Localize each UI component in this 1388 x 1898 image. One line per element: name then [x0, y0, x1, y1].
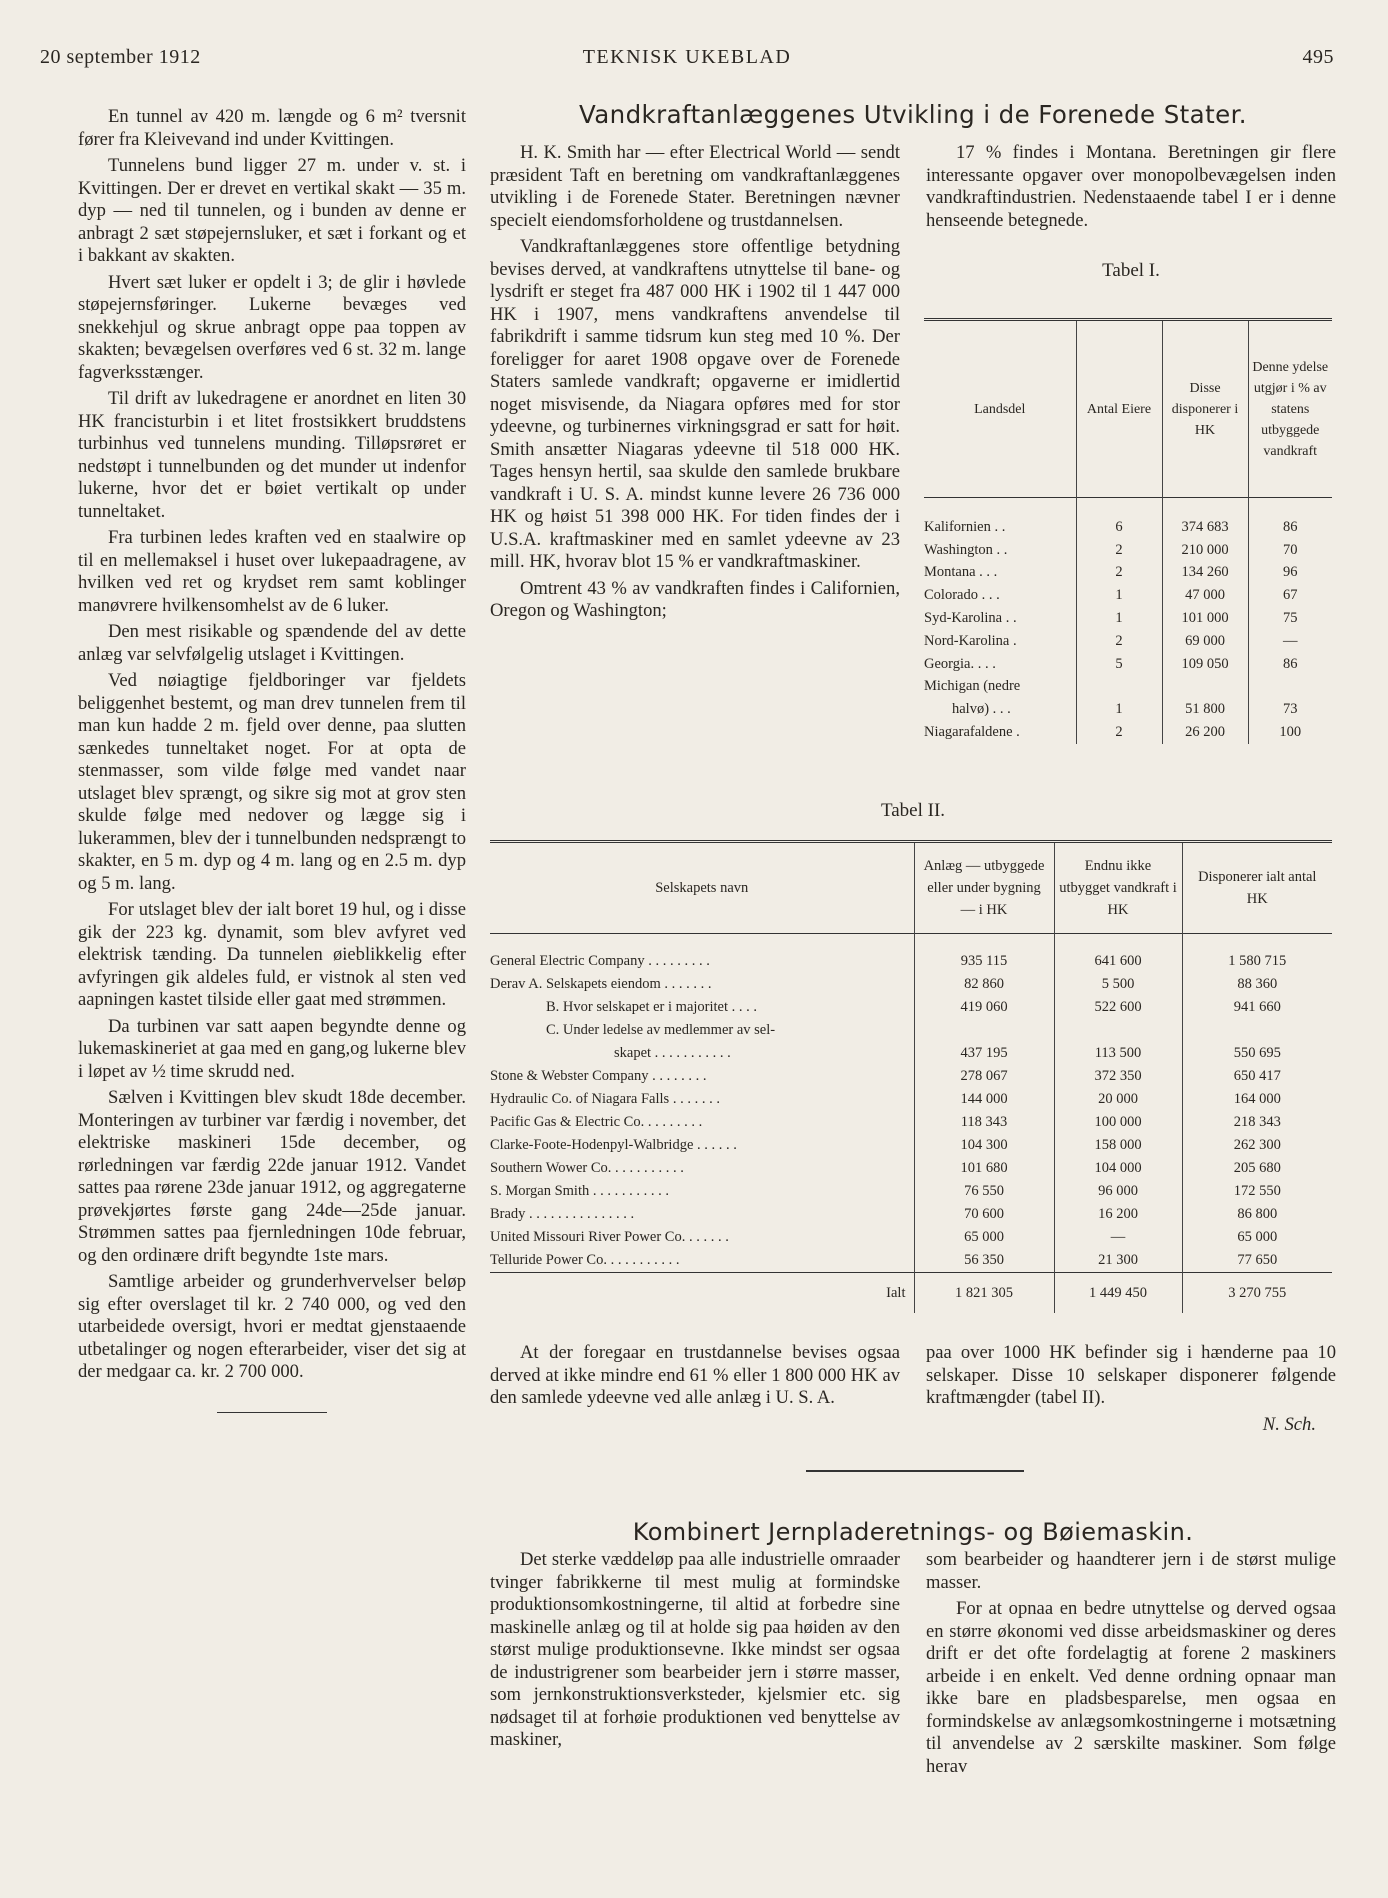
- cell: B. Hvor selskapet er i majoritet . . . .: [546, 999, 758, 1015]
- cell: Derav A. Selskapets eiendom . . . . . . .: [490, 976, 712, 992]
- paragraph: Da turbinen var satt aapen begyndte denne og lukemaskineriet at gaa med en gang,og lukerne blev i løpet av ½ time skrudd ned.: [78, 1015, 466, 1082]
- column-header: Disponerer ialt antal HK: [1182, 842, 1332, 934]
- cell: [914, 1019, 1054, 1042]
- cell: 86 800: [1182, 1203, 1332, 1226]
- cell: 100: [1248, 721, 1332, 744]
- cell: 2: [1076, 562, 1162, 585]
- table-row: [490, 1203, 1332, 1226]
- column-header: Anlæg — utbyggede eller under bygning — i HK: [914, 842, 1054, 934]
- paragraph: Tunnelens bund ligger 27 m. under v. st. i Kvittingen. Der er drevet en vertikal skakt — 35 m. dyp — ned til tunnelen, og i bunden av denne er anbragt 2 sæt støpejernsluker, et sæt i forkant og et i bakkant av skakten.: [78, 155, 466, 266]
- cell: 6: [1076, 498, 1162, 539]
- paragraph: Den mest risikable og spændende del av dette anlæg var selvfølgelig utslaget i Kvittingen.: [78, 621, 466, 665]
- cell: 100 000: [1054, 1111, 1182, 1134]
- table-row: [490, 1226, 1332, 1249]
- cell: 96 000: [1054, 1180, 1182, 1203]
- cell: 262 300: [1182, 1134, 1332, 1157]
- paragraph: som bearbeider og haandterer jern i de størst mulige masser.: [926, 1549, 1336, 1593]
- cell: 164 000: [1182, 1088, 1332, 1111]
- paragraph: Samtlige arbeider og grunderhvervelser beløp sig efter overslaget til kr. 2 740 000, og ved den utarbeidede oversigt, hvori er medtat gjenstaaende utbetalinger og nogen efterarbeider, viser det sig at der medgaar ca. kr. 2 700 000.: [78, 1271, 466, 1382]
- table-row: [490, 973, 1332, 996]
- cell: 278 067: [914, 1065, 1054, 1088]
- cell: Pacific Gas & Electric Co. . . . . . . . .: [490, 1114, 703, 1130]
- cell: 218 343: [1182, 1111, 1332, 1134]
- cell: General Electric Company . . . . . . . . .: [490, 953, 710, 969]
- table-row: [490, 1088, 1332, 1111]
- cell: 1 580 715: [1182, 934, 1332, 974]
- paragraph: Omtrent 43 % av vandkraften findes i Californien, Oregon og Washington;: [490, 577, 900, 621]
- cell: Montana . . .: [924, 564, 998, 581]
- table-1: [924, 318, 1332, 744]
- cell: 113 500: [1054, 1042, 1182, 1065]
- article-title: Vandkraftanlæggenes Utvikling i de Forenede Stater.: [579, 100, 1247, 129]
- header-page-number: 495: [1302, 46, 1334, 68]
- cell: 88 360: [1182, 973, 1332, 996]
- cell: [1248, 676, 1332, 699]
- cell: Georgia. . . .: [924, 655, 996, 672]
- cell: 374 683: [1162, 498, 1248, 539]
- cell: Nord-Karolina .: [924, 632, 1017, 649]
- cell: United Missouri River Power Co. . . . . . .: [490, 1229, 729, 1245]
- cell: 73: [1248, 698, 1332, 721]
- column-header: Landsdel: [974, 401, 1026, 417]
- end-rule: [217, 1412, 327, 1414]
- table-row: [490, 996, 1332, 1019]
- paragraph: En tunnel av 420 m. længde og 6 m² tversnit fører fra Kleivevand ind under Kvittingen.: [78, 106, 466, 150]
- cell: Washington . .: [924, 541, 1008, 558]
- paragraph: Til drift av lukedragene er anordnet en liten 30 HK francisturbin i et litet frostsikkert bruddstens turbinhus ved tunnelens munding. Tilløpsrøret er nedstøpt i tunnelbunden og det munder ut indenfor lukerne, hvor det er bøiet vertikalt op under tunneltaket.: [78, 388, 466, 522]
- cell: 1 449 450: [1054, 1273, 1182, 1314]
- cell: 86: [1248, 498, 1332, 539]
- cell: 419 060: [914, 996, 1054, 1019]
- cell: [1076, 676, 1162, 699]
- cell: 935 115: [914, 934, 1054, 974]
- table-row: [924, 721, 1332, 744]
- table-row: [924, 653, 1332, 676]
- cell: S. Morgan Smith . . . . . . . . . . .: [490, 1183, 669, 1199]
- cell: Clarke-Foote-Hodenpyl-Walbridge . . . . . .: [490, 1137, 737, 1153]
- cell: 641 600: [1054, 934, 1182, 974]
- cell: 941 660: [1182, 996, 1332, 1019]
- cell: 1: [1076, 698, 1162, 721]
- paragraph: Vandkraftanlæggenes store offentlige betydning bevises derved, at vandkraftens utnyttelse til bane- og lysdrift er steget fra 487 000 HK i 1902 til 1 447 000 HK i 1907, mens vandkraftens anvendelse til fabrikdrift i samme tidsrum kun steg med 10 %. Der foreligger for aaret 1908 opgave over de Forenede Staters samlede vandkraft; opgaverne er imidlertid noget misvisende, da Niagara opføres med for stor ydeevne, og turbinernes virkningsgrad er satt for høit. Smith ansætter Niagaras ydeevne til 518 000 HK. Tages hensyn hertil, saa skulde den samlede brukbare vandkraft i U. S. A. mindst kunne levere 26 736 000 HK og høist 51 398 000 HK. For tiden findes der i U.S.A. kraftmaskiner med en samlet ydeevne av 23 mill. HK, hvorav blot 15 % er vandkraftmaskiner.: [490, 236, 900, 572]
- table1-caption: Tabel I.: [1102, 260, 1160, 281]
- cell: 70 600: [914, 1203, 1054, 1226]
- cell: 69 000: [1162, 630, 1248, 653]
- cell: Niagarafaldene .: [924, 724, 1020, 741]
- paragraph: For utslaget blev der ialt boret 19 hul, og i disse gik der 223 kg. dynamit, som blev avfyret ved elektrisk tænding. Da tunnelen øieblikkelig efter avfyringen gik aldeles fuld, er vistnok al sten ved aapningen kastet tilside eller gaat med strømmen.: [78, 899, 466, 1010]
- table-row: [490, 1111, 1332, 1134]
- cell: 26 200: [1162, 721, 1248, 744]
- cell: 101 680: [914, 1157, 1054, 1180]
- cell: 104 000: [1054, 1157, 1182, 1180]
- cell: 16 200: [1054, 1203, 1182, 1226]
- cell: Syd-Karolina . .: [924, 610, 1017, 627]
- paragraph: For at opnaa en bedre utnyttelse og derved ogsaa en større økonomi ved disse arbeidsmaskiner og deres drift er det ofte fordelagtig at forene 2 maskiners arbeide i en enkelt. Ved denne ordning opnaar man ikke bare en pladsbesparelse, men ogsaa en formindskelse av anlægsomkostningerne i motsætning til anvendelse av 2 særskilte maskiner. Som følge herav: [926, 1598, 1336, 1777]
- table-row: [924, 539, 1332, 562]
- table-row: [924, 630, 1332, 653]
- cell: 144 000: [914, 1088, 1054, 1111]
- cell: 65 000: [1182, 1226, 1332, 1249]
- cell: —: [1054, 1226, 1182, 1249]
- column-header: Denne ydelse utgjør i % av statens utbyggede vandkraft: [1248, 320, 1332, 498]
- cell: 2: [1076, 539, 1162, 562]
- cell: 77 650: [1182, 1249, 1332, 1273]
- article-title: Kombinert Jernpladeretnings- og Bøiemaskin.: [632, 1518, 1194, 1546]
- cell: Kalifornien . .: [924, 518, 1006, 535]
- table-row: [490, 934, 1332, 974]
- cell: 118 343: [914, 1111, 1054, 1134]
- table-row: [924, 584, 1332, 607]
- cell: 82 860: [914, 973, 1054, 996]
- cell: Colorado . . .: [924, 587, 1000, 604]
- cell: 76 550: [914, 1180, 1054, 1203]
- cell: Brady . . . . . . . . . . . . . . .: [490, 1206, 635, 1222]
- table-row: [924, 676, 1332, 699]
- paragraph: Ved nøiagtige fjeldboringer var fjeldets beliggenhet bestemt, og man drev tunnelen frem til man kun hadde 2 m. fjeld over denne, paa slutten sænkedes tunneltaket noget. For at opta de stenmasser, som vilde følge med vandet naar utslaget blev sprængt, og sikre sig mot at grov sten skulde følge med nedover og lægge sig i lukerammen, blev der i tunnelbunden nedsprængt to skakter, en 5 m. dyp og 4 m. lang og en 2.5 m. dyp og 5 m. lang.: [78, 670, 466, 894]
- table-row: [924, 562, 1332, 585]
- table-row: [490, 1019, 1332, 1042]
- table-row: [924, 698, 1332, 721]
- cell: 372 350: [1054, 1065, 1182, 1088]
- cell: 96: [1248, 562, 1332, 585]
- article1-conclusion-left: [490, 1342, 900, 1414]
- cell: 70: [1248, 539, 1332, 562]
- cell: C. Under ledelse av medlemmer av sel-: [546, 1022, 776, 1038]
- cell: 20 000: [1054, 1088, 1182, 1111]
- cell: —: [1248, 630, 1332, 653]
- table-header-row: [924, 320, 1332, 498]
- cell: 1: [1076, 584, 1162, 607]
- cell: 2: [1076, 721, 1162, 744]
- cell: Hydraulic Co. of Niagara Falls . . . . . . .: [490, 1091, 720, 1107]
- cell: Michigan (nedre: [924, 678, 1021, 695]
- cell: [1054, 1019, 1182, 1042]
- author-signature: N. Sch.: [1262, 1413, 1316, 1435]
- column-header: Endnu ikke utbygget vandkraft i HK: [1054, 842, 1182, 934]
- cell: Stone & Webster Company . . . . . . . .: [490, 1068, 707, 1084]
- cell: 3 270 755: [1182, 1273, 1332, 1314]
- cell: 2: [1076, 630, 1162, 653]
- cell: Telluride Power Co. . . . . . . . . . .: [490, 1252, 680, 1268]
- paragraph: Det sterke væddeløp paa alle industrielle omraader tvinger fabrikkerne til mest mulig at formindske produktionsomkostningerne, til altid at forbedre sine maskinelle anlæg og til at holde sig paa høiden av den størst mulige produktionsevne. Ikke mindst ser ogsaa de industrigrener som bearbeider jern i større masser, som jernkonstruktionsverksteder, kjelsmier etc. sig nødsaget til at forhøie produktionen ved benyttelse av maskiner,: [490, 1549, 900, 1750]
- article1-column-middle: [490, 142, 900, 627]
- cell: [1162, 676, 1248, 699]
- column-header: Antal Eiere: [1076, 320, 1162, 498]
- cell: 101 000: [1162, 607, 1248, 630]
- cell: 550 695: [1182, 1042, 1332, 1065]
- table-header-row: [490, 842, 1332, 934]
- table-row: [490, 1180, 1332, 1203]
- table-row: [490, 1042, 1332, 1065]
- article2-column-middle: [490, 1549, 900, 1756]
- article2-column-right: [926, 1549, 1336, 1782]
- cell: 1 821 305: [914, 1273, 1054, 1314]
- cell: 1: [1076, 607, 1162, 630]
- paragraph: 17 % findes i Montana. Beretningen gir flere interessante opgaver over monopolbevægelsen inden vandkraftindustrien. Nedenstaaende tabel I er i denne henseende betegnede.: [926, 142, 1336, 231]
- cell: 134 260: [1162, 562, 1248, 585]
- article1-column-right: [926, 142, 1336, 282]
- column-left: [78, 106, 466, 1413]
- table-row: [924, 607, 1332, 630]
- table2-caption: Tabel II.: [880, 800, 946, 821]
- page-header: [40, 46, 1334, 76]
- paragraph: Sælven i Kvittingen blev skudt 18de december. Monteringen av turbiner var færdig i november, det elektriske maskineri 15de december, og rørledningen var færdig 22de januar 1912. Vandet sattes paa rørene 23de januar 1912, og aggregaterne prøvekjørtes første gang 24de—25de januar. Strømmen sattes paa fjernledningen 10de februar, og den ordinære drift begyndte 1ste mars.: [78, 1087, 466, 1266]
- cell: 21 300: [1054, 1249, 1182, 1273]
- paragraph: At der foregaar en trustdannelse bevises ogsaa derved at ikke mindre end 61 % eller 1 800 000 HK av den samlede ydeevne ved alle anlæg i U. S. A.: [490, 1342, 900, 1408]
- cell: Ialt: [490, 1273, 914, 1314]
- header-date: 20 september 1912: [40, 46, 201, 68]
- cell: 210 000: [1162, 539, 1248, 562]
- table-total-row: [490, 1273, 1332, 1314]
- cell: 650 417: [1182, 1065, 1332, 1088]
- cell: 172 550: [1182, 1180, 1332, 1203]
- article-separator: [806, 1470, 1024, 1472]
- cell: 158 000: [1054, 1134, 1182, 1157]
- table-row: [924, 498, 1332, 539]
- cell: 86: [1248, 653, 1332, 676]
- table-row: [490, 1065, 1332, 1088]
- cell: 5 500: [1054, 973, 1182, 996]
- cell: skapet . . . . . . . . . . .: [614, 1045, 731, 1061]
- cell: 75: [1248, 607, 1332, 630]
- paragraph: Fra turbinen ledes kraften ved en staalwire op til en mellemaksel i huset over lukepaadragene, av hvilken ved ret og krydset rem samt koblinger manøvrere hvilkensomhelst av de 6 luker.: [78, 527, 466, 616]
- cell: 51 800: [1162, 698, 1248, 721]
- header-journal: TEKNISK UKEBLAD: [582, 46, 792, 68]
- article1-conclusion-right: [926, 1342, 1336, 1436]
- cell: 522 600: [1054, 996, 1182, 1019]
- cell: 109 050: [1162, 653, 1248, 676]
- cell: 5: [1076, 653, 1162, 676]
- table-row: [490, 1134, 1332, 1157]
- cell: 104 300: [914, 1134, 1054, 1157]
- table-row: [490, 1249, 1332, 1273]
- paragraph: H. K. Smith har — efter Electrical World — sendt præsident Taft en beretning om vandkraftanlæggenes utvikling i de Forenede Stater. Beretningen nævner specielt eiendomsforholdene og trustdannelsen.: [490, 142, 900, 231]
- table-2: [490, 840, 1332, 1313]
- cell: [1182, 1019, 1332, 1042]
- cell: 56 350: [914, 1249, 1054, 1273]
- paragraph: paa over 1000 HK befinder sig i hænderne paa 10 selskaper. Disse 10 selskaper disponerer følgende kraftmængder (tabel II).: [926, 1342, 1336, 1408]
- cell: 67: [1248, 584, 1332, 607]
- cell: 205 680: [1182, 1157, 1332, 1180]
- cell: halvø) . . .: [952, 701, 1011, 718]
- column-header: Selskapets navn: [655, 880, 749, 896]
- paragraph: Hvert sæt luker er opdelt i 3; de glir i høvlede støpejernsføringer. Lukerne bevæges ved snekkehjul og skrue anbragt oppe paa toppen av skakten; bevægelsen overføres ved 6 st. 32 m. lange fagverksstænger.: [78, 271, 466, 383]
- cell: 437 195: [914, 1042, 1054, 1065]
- table-row: [490, 1157, 1332, 1180]
- cell: 65 000: [914, 1226, 1054, 1249]
- cell: 47 000: [1162, 584, 1248, 607]
- column-header: Disse disponerer i HK: [1162, 320, 1248, 498]
- cell: Southern Wower Co. . . . . . . . . . .: [490, 1160, 684, 1176]
